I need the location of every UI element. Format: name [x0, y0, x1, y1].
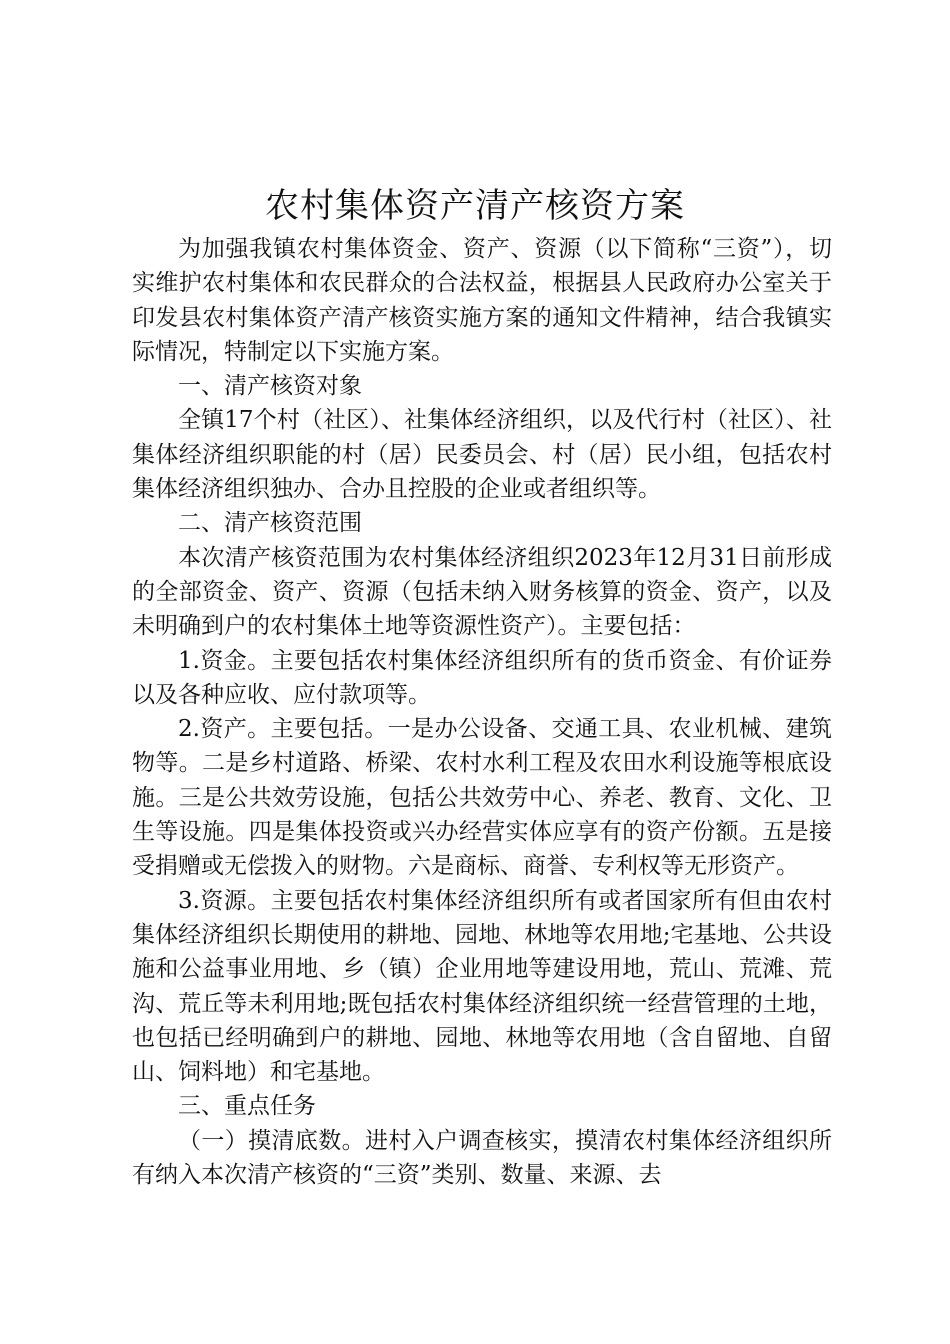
paragraph-resources: 3.资源。主要包括农村集体经济组织所有或者国家所有但由农村集体经济组织长期使用的耕地、园地、林地等农用地;宅基地、公共设施和公益事业用地、乡（镇）企业用地等建设用地，荒山、荒滩、荒沟、荒丘等未利用地;既包括农村集体经济组织统一经营管理的土地，也包括已经明确到户的耕地、园地、林地等农用地（含自留地、自留山、饲料地）和宅基地。 [132, 887, 832, 1086]
heading-section-2: 二、清产核资范围 [178, 510, 362, 537]
paragraph-assets: 2.资产。主要包括。一是办公设备、交通工具、农业机械、建筑物等。二是乡村道路、桥梁、农村水利工程及农田水利设施等根底设施。三是公共效劳设施，包括公共效劳中心、养老、教育、文化、卫生等设施。四是集体投资或兴办经营实体应享有的资产份额。五是接受捐赠或无偿拨入的财物。六是商标、商誉、专利权等无形资产。 [132, 716, 832, 880]
paragraph-intro: 为加强我镇农村集体资金、资产、资源（以下简称“三资”），切实维护农村集体和农民群众的合法权益，根据县人民政府办公室关于印发县农村集体资产清产核资实施方案的通知文件精神，结合我镇实际情况，特制定以下实施方案。 [132, 236, 832, 365]
paragraph-scope-objects: 全镇17个村（社区）、社集体经济组织，以及代行村（社区）、社集体经济组织职能的村（居）民委员会、村（居）民小组，包括农村集体经济组织独办、合办且控股的企业或者组织等。 [132, 407, 832, 503]
document-body [132, 232, 832, 1192]
heading-section-1: 一、清产核资对象 [178, 373, 362, 400]
paragraph-task-1: （一）摸清底数。进村入户调查核实，摸清农村集体经济组织所有纳入本次清产核资的“三资”类别、数量、来源、去 [132, 1127, 832, 1189]
heading-section-3: 三、重点任务 [178, 1093, 316, 1120]
document-title: 农村集体资产清产核资方案 [265, 186, 685, 226]
paragraph-funds: 1.资金。主要包括农村集体经济组织所有的货币资金、有价证券以及各种应收、应付款项等。 [132, 647, 832, 708]
paragraph-scope-range: 本次清产核资范围为农村集体经济组织2023年12月31日前形成的全部资金、资产、资源（包括未纳入财务核算的资金、资产，以及未明确到户的农村集体土地等资源性资产）。主要包括： [132, 544, 832, 640]
